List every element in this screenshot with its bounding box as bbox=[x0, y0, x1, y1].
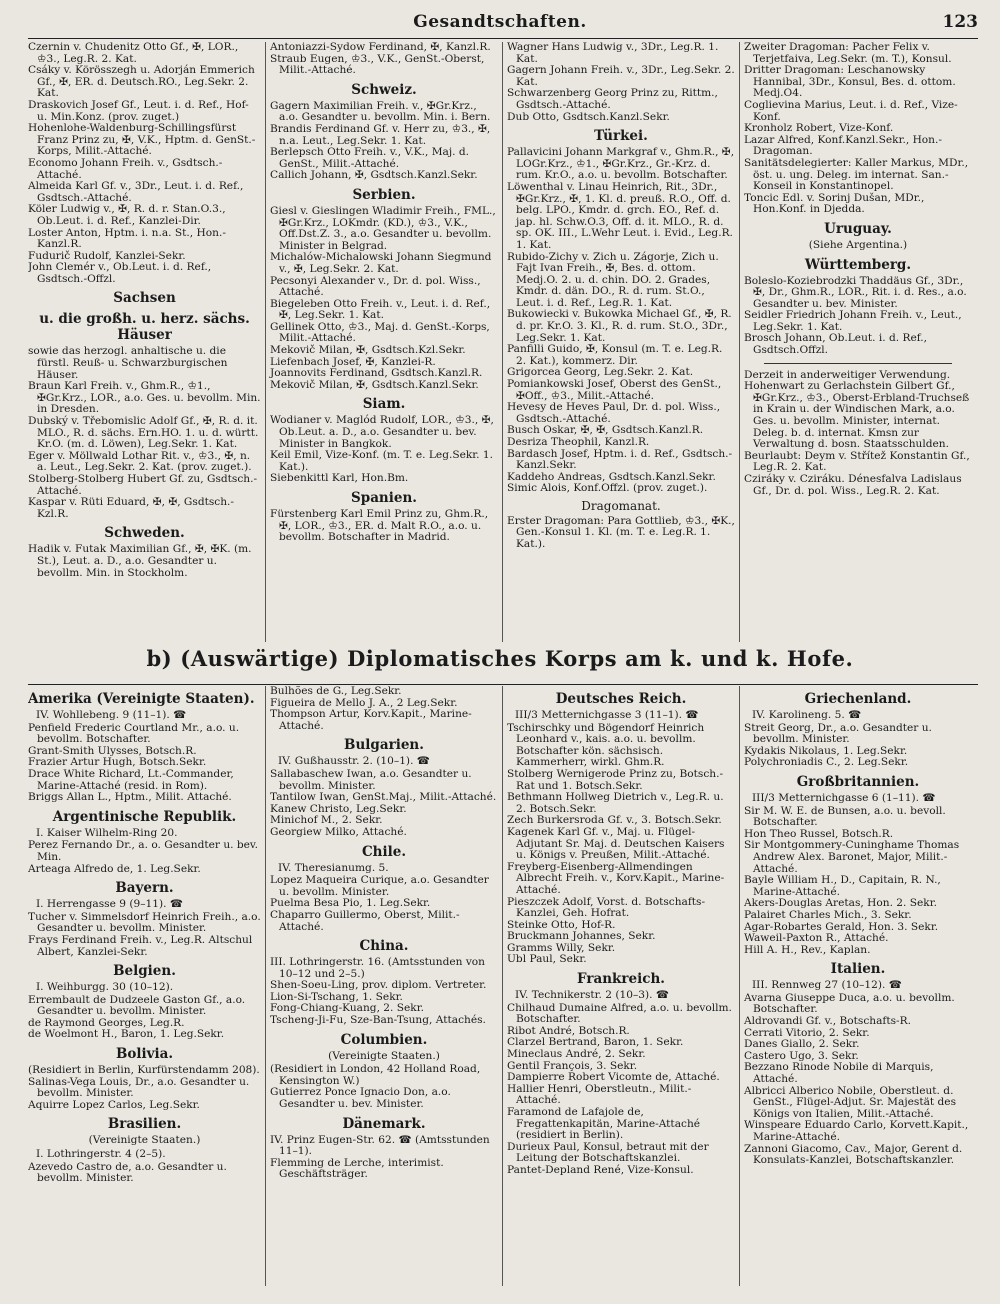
roster-entry: Minichof M., 2. Sekr. bbox=[270, 814, 383, 827]
country-heading: u. die großh. u. herz. sächs. Häuser bbox=[39, 311, 250, 344]
roster-entry: Wodianer v. Maglód Rudolf, LOR., ♔3., ✠, Ob.Leut. a. D., a.o. Gesandter u. bev. Minister in Bangkok. bbox=[270, 414, 494, 450]
separator-rule bbox=[764, 363, 952, 364]
country-heading: Frankreich. bbox=[577, 971, 665, 988]
country-heading: Großbritannien. bbox=[796, 773, 920, 790]
roster-entry: Lopez Maqueira Curique, a.o. Gesandter u. bevollm. Minister. bbox=[270, 874, 489, 898]
country-heading: Griechenland. bbox=[804, 691, 912, 707]
roster-entry: Eger v. Möllwald Lothar Rit. v., ♔3., ✠, n. a. Leut., Leg.Sekr. 2. Kat. (prov. zuget.). bbox=[28, 449, 252, 474]
roster-entry: Loster Anton, Hptm. i. n.a. St., Hon.-Kanzl.R. bbox=[28, 226, 226, 251]
subheading-note: (Vereinigte Staaten.) bbox=[88, 1134, 201, 1147]
roster-entry: Sallabaschew Iwan, a.o. Gesandter u. bevollm. Minister. bbox=[270, 767, 472, 792]
roster-entry: Derzeit in anderweitiger Verwendung. bbox=[744, 368, 951, 381]
column bbox=[265, 686, 502, 1286]
roster-entry: Löwenthal v. Linau Heinrich, Rit., 3Dr., ✠Gr.Krz., ✠, 1. Kl. d. preuß. R.O., Off. d. belg. LPO., Kmdr. d. grch. EO., Ref. d. jap. hl. Schw.O.3, Off. d. it. MLO., R. d. sp. OK. III., L.Wehr Leut. i. Evid., Leg.R. 1. Kat. bbox=[507, 180, 733, 251]
top-columns bbox=[28, 42, 978, 642]
roster-entry: Fürstenberg Karl Emil Prinz zu, Ghm.R., ✠, LOR., ♔3., ER. d. Malt R.O., a.o. u. bevollm. Botschafter in Madrid. bbox=[270, 508, 489, 544]
country-heading: Württemberg. bbox=[804, 256, 912, 273]
roster-entry: Czernin v. Chudenitz Otto Gf., ✠, LOR., ♔3., Leg.R. 2. Kat. bbox=[28, 42, 239, 65]
roster-entry: Lazar Alfred, Konf.Kanzl.Sekr., Hon.-Dragoman. bbox=[744, 133, 942, 158]
roster-entry: Tucher v. Simmelsdorf Heinrich Freih., a.o. Gesandter u. bevollm. Minister. bbox=[28, 910, 261, 935]
roster-entry: Busch Oskar, ✠, ✠, Gsdtsch.Kanzl.R. bbox=[507, 424, 704, 437]
roster-entry: Bulhões de G., Leg.Sekr. bbox=[270, 686, 402, 697]
roster-entry: Gagern Maximilian Freih. v., ✠Gr.Krz., a.o. Gesandter u. bevollm. Min. i. Bern. bbox=[270, 99, 491, 124]
roster-entry: Hohenwart zu Gerlachstein Gilbert Gf., ✠Gr.Krz., ♔3., Oberst-Erbland-Truchseß in Krain u. der Windischen Mark, a.o. Ges. u. bevollm. Minister, internat. Deleg. b. d. internat. Kmsn zur Verwaltung d. bosn. Staatsschulden. bbox=[744, 380, 970, 451]
country-heading: Schweiz. bbox=[351, 81, 417, 98]
country-heading: Brasilien. bbox=[107, 1116, 182, 1133]
subsection-heading: Dragomanat. bbox=[581, 498, 661, 513]
roster-entry: Braun Karl Freih. v., Ghm.R., ♔1., ✠Gr.Krz., LOR., a.o. Ges. u. bevollm. Min. in Dresden. bbox=[28, 380, 261, 416]
roster-entry: Antoniazzi-Sydow Ferdinand, ✠, Kanzl.R. bbox=[270, 42, 491, 53]
roster-entry: Winspeare Eduardo Carlo, Korvett.Kapit., Marine-Attaché. bbox=[744, 1119, 969, 1143]
roster-entry: Liefenbach Josef, ✠, Kanzlei-R. bbox=[270, 355, 436, 368]
roster-entry: IV. Prinz Eugen-Str. 62. ☎ (Amtsstunden 11–1). bbox=[270, 1133, 490, 1158]
roster-entry: Sir Montgommery-Cuninghame Thomas Andrew Alex. Baronet, Major, Milit.-Attaché. bbox=[744, 839, 960, 875]
roster-entry: Zweiter Dragoman: Pacher Felix v. Terjetfaiva, Leg.Sekr. (m. T.), Konsul. bbox=[744, 42, 952, 65]
roster-entry: Kydakis Nikolaus, 1. Leg.Sekr. bbox=[744, 744, 908, 757]
roster-entry: Grant-Smith Ulysses, Botsch.R. bbox=[28, 744, 197, 757]
roster-entry: Albricci Alberico Nobile, Oberstleut. d. GenSt., Flügel-Adjut. Sr. Majestät des Königs von Italien, Milit.-Attaché. bbox=[744, 1084, 957, 1120]
column bbox=[739, 42, 976, 642]
roster-entry: Bukowiecki v. Bukowka Michael Gf., ✠, R. d. pr. Kr.O. 3. Kl., R. d. rum. St.O., 3Dr., Leg.Sekr. 1. Kat. bbox=[507, 308, 732, 344]
roster-entry: John Clemér v., Ob.Leut. i. d. Ref., Gsdtsch.-Offzl. bbox=[28, 261, 212, 285]
roster-entry: Kronholz Robert, Vize-Konf. bbox=[744, 122, 894, 135]
roster-entry: Frazier Artur Hugh, Botsch.Sekr. bbox=[28, 756, 207, 769]
roster-entry: Salinas-Vega Louis, Dr., a.o. Gesandter u. bevollm. Minister. bbox=[28, 1075, 250, 1100]
country-heading: Italien. bbox=[830, 961, 886, 978]
roster-entry: Joannovits Ferdinand, Gsdtsch.Kanzl.R. bbox=[270, 367, 483, 380]
roster-entry: Danes Giallo, 2. Sekr. bbox=[744, 1038, 860, 1051]
roster-entry: Pieszczek Adolf, Vorst. d. Botschafts-Kanzlei, Geh. Hofrat. bbox=[507, 895, 706, 920]
roster-entry: Zannoni Giacomo, Cav., Major, Gerent d. Konsulats-Kanzlei, Botschaftskanzler. bbox=[744, 1142, 963, 1167]
running-title: Gesandtschaften. bbox=[413, 12, 587, 32]
country-heading: Siam. bbox=[362, 396, 406, 413]
page-number: 123 bbox=[942, 12, 978, 32]
address-line: I. Kaiser Wilhelm-Ring 20. bbox=[36, 826, 178, 839]
address-line: III. Rennweg 27 (10–12). ☎ bbox=[752, 979, 902, 992]
column bbox=[28, 42, 265, 642]
roster-entry: Aquirre Lopez Carlos, Leg.Sekr. bbox=[28, 1098, 200, 1111]
roster-entry: Dubský v. Třebomislic Adolf Gf., ✠, R. d. it. MLO., R. d. sächs. Ern.HO. 1. u. d. württ. Kr.O. (m. d. Löwen), Leg.Sekr. 1. Kat. bbox=[28, 415, 259, 451]
country-heading: Bulgarien. bbox=[344, 737, 424, 754]
country-heading: Deutsches Reich. bbox=[555, 691, 687, 707]
column bbox=[265, 42, 502, 642]
roster-entry: Cerrati Vitorio, 2. Sekr. bbox=[744, 1026, 870, 1039]
roster-entry: Sir M. W. E. de Bunsen, a.o. u. bevoll. Botschafter. bbox=[744, 804, 946, 829]
roster-entry: Lion-Si-Tschang, 1. Sekr. bbox=[270, 990, 403, 1003]
roster-entry: Biegeleben Otto Freih. v., Leut. i. d. Ref., ✠, Leg.Sekr. 1. Kat. bbox=[270, 297, 491, 322]
roster-entry: Hohenlohe-Waldenburg-Schillingsfürst Franz Prinz zu, ✠, V.K., Hptm. d. GenSt.-Korps, Milit.-Attaché. bbox=[28, 122, 256, 158]
country-heading: Türkei. bbox=[594, 128, 648, 145]
roster-entry: Tscheng-Ji-Fu, Sze-Ban-Tsung, Attachés. bbox=[270, 1014, 486, 1027]
address-line: IV. Karolineng. 5. ☎ bbox=[752, 709, 862, 721]
roster-entry: Gagern Johann Freih. v., 3Dr., Leg.Sekr. 2. Kat. bbox=[507, 64, 735, 88]
address-line: I. Weihburgg. 30 (10–12). bbox=[36, 981, 174, 994]
roster-entry: Clarzel Bertrand, Baron, 1. Sekr. bbox=[507, 1036, 684, 1049]
address-line: III/3 Metternichgasse 3 (11–1). ☎ bbox=[515, 709, 699, 721]
country-heading: Bolivia. bbox=[115, 1046, 174, 1063]
roster-entry: Dritter Dragoman: Leschanowsky Hannibal, 3Dr., Konsul, Bes. d. ottom. Medj.O4. bbox=[744, 64, 956, 100]
roster-entry: Akers-Douglas Aretas, Hon. 2. Sekr. bbox=[744, 897, 937, 910]
roster-entry: Desriza Theophil, Kanzl.R. bbox=[507, 436, 650, 448]
address-line: III/3 Metternichgasse 6 (1–11). ☎ bbox=[752, 791, 936, 804]
address-line: I. Herrengasse 9 (9–11). ☎ bbox=[36, 898, 184, 911]
roster-entry: Faramond de Lafajole de, Fregattenkapitän, Marine-Attaché (residiert in Berlin). bbox=[507, 1106, 701, 1142]
roster-entry: Mekovič Milan, ✠, Gsdtsch.Kzl.Sekr. bbox=[270, 344, 466, 357]
roster-entry: Zech Burkersroda Gf. v., 3. Botsch.Sekr. bbox=[507, 814, 722, 827]
subheading-note: (Vereinigte Staaten.) bbox=[328, 1049, 440, 1062]
roster-entry: Almeida Karl Gf. v., 3Dr., Leut. i. d. Ref., Gsdtsch.-Attaché. bbox=[28, 180, 244, 204]
roster-entry: Streit Georg, Dr., a.o. Gesandter u. bevollm. Minister. bbox=[744, 721, 932, 746]
roster-entry: Ubl Paul, Sekr. bbox=[507, 953, 587, 966]
roster-entry: Kaspar v. Rüti Eduard, ✠, ✠, Gsdtsch.-Kzl.R. bbox=[28, 496, 235, 520]
roster-entry: Bethmann Hollweg Dietrich v., Leg.R. u. 2. Botsch.Sekr. bbox=[507, 791, 724, 815]
roster-entry: Durieux Paul, Konsul, betraut mit der Leitung der Botschaftskanzlei. bbox=[507, 1140, 709, 1165]
column bbox=[739, 686, 976, 1286]
country-heading: Bayern. bbox=[115, 880, 174, 897]
roster-entry: Hon Theo Russel, Botsch.R. bbox=[744, 827, 894, 840]
roster-entry: Gentil François, 3. Sekr. bbox=[507, 1059, 638, 1072]
roster-entry: Avarna Giuseppe Duca, a.o. u. bevollm. Botschafter. bbox=[744, 991, 955, 1016]
roster-entry: Hill A. H., Rev., Kaplan. bbox=[744, 943, 871, 956]
roster-entry: Errembault de Dudzeele Gaston Gf., a.o. Gesandter u. bevollm. Minister. bbox=[28, 993, 246, 1018]
country-heading: Columbien. bbox=[340, 1031, 428, 1048]
roster-entry: Simic Alois, Konf.Offzl. (prov. zuget.). bbox=[507, 482, 708, 495]
roster-entry: Flemming de Lerche, interimist. Geschäftsträger. bbox=[270, 1156, 444, 1181]
roster-entry: Frays Ferdinand Freih. v., Leg.R. Altschul Albert, Kanzlei-Sekr. bbox=[28, 933, 253, 958]
roster-entry: Kanew Christo, Leg.Sekr. bbox=[270, 802, 407, 815]
roster-entry: Dampierre Robert Vicomte de, Attaché. bbox=[507, 1071, 720, 1084]
roster-entry: Georgiew Milko, Attaché. bbox=[270, 825, 407, 838]
country-heading: Amerika (Vereinigte Staaten). bbox=[28, 691, 255, 707]
roster-entry: Thompson Artur, Korv.Kapit., Marine-Attaché. bbox=[270, 708, 472, 732]
roster-entry: Panfilli Guido, ✠, Konsul (m. T. e. Leg.R. 2. Kat.), kommerz. Dir. bbox=[507, 343, 723, 367]
roster-entry: Arteaga Alfredo de, 1. Leg.Sekr. bbox=[28, 862, 201, 875]
roster-entry: Penfield Frederic Courtland Mr., a.o. u. bevollm. Botschafter. bbox=[28, 721, 240, 746]
roster-entry: Hevesy de Heves Paul, Dr. d. pol. Wiss., Gsdtsch.-Attaché. bbox=[507, 401, 721, 425]
roster-entry: Tantilow Iwan, GenSt.Maj., Milit.-Attaché. bbox=[270, 791, 497, 804]
roster-entry: Beurlaubt: Deym v. Střítež Konstantin Gf., Leg.R. 2. Kat. bbox=[744, 449, 970, 474]
roster-entry: Agar-Robartes Gerald, Hon. 3. Sekr. bbox=[744, 920, 939, 933]
roster-entry: Chaparro Guillermo, Oberst, Milit.-Attaché. bbox=[270, 908, 460, 933]
country-heading: China. bbox=[359, 938, 409, 955]
roster-entry: Azevedo Castro de, a.o. Gesandter u. bevollm. Minister. bbox=[28, 1160, 227, 1185]
roster-entry: Callich Johann, ✠, Gsdtsch.Kanzl.Sekr. bbox=[270, 169, 478, 182]
country-heading: Spanien. bbox=[351, 490, 417, 506]
roster-entry: Pantet-Depland René, Vize-Konsul. bbox=[507, 1163, 694, 1176]
country-heading: Chile. bbox=[361, 843, 407, 860]
bottom-columns bbox=[28, 686, 978, 1286]
roster-entry: Boleslo-Koziebrodzki Thaddäus Gf., 3Dr., ✠, Dr., Ghm.R., LOR., Rit. i. d. Res., a.o. Gesandter u. bev. Minister. bbox=[744, 274, 967, 310]
roster-entry: Köler Ludwig v., ✠, R. d. r. Stan.O.3., Ob.Leut. i. d. Ref., Kanzlei-Dir. bbox=[28, 203, 226, 227]
roster-entry: de Raymond Georges, Leg.R. bbox=[28, 1016, 185, 1029]
roster-entry: (Residiert in London, 42 Holland Road, Kensington W.) bbox=[270, 1063, 481, 1087]
roster-entry: Bayle William H., D., Capitain, R. N., Marine-Attaché. bbox=[744, 874, 941, 898]
header-rule bbox=[28, 38, 978, 39]
roster-entry: Bruckmann Johannes, Sekr. bbox=[507, 930, 656, 943]
roster-entry: Gramms Willy, Sekr. bbox=[507, 941, 616, 954]
roster-entry: Mineclaus André, 2. Sekr. bbox=[507, 1048, 646, 1061]
roster-entry: Ribot André, Botsch.R. bbox=[507, 1024, 630, 1037]
roster-entry: Schwarzenberg Georg Prinz zu, Rittm., Gsdtsch.-Attaché. bbox=[507, 87, 718, 111]
country-heading: Dänemark. bbox=[342, 1115, 426, 1132]
roster-entry: de Woelmont H., Baron, 1. Leg.Sekr. bbox=[28, 1028, 225, 1041]
country-heading: Serbien. bbox=[352, 186, 416, 203]
country-heading: Uruguay. bbox=[824, 220, 892, 237]
roster-entry: Kagenek Karl Gf. v., Maj. u. Flügel-Adjutant Sr. Maj. d. Deutschen Kaisers u. Königs v. Preußen, Milit.-Attaché. bbox=[507, 825, 725, 862]
section-rule bbox=[28, 684, 978, 685]
roster-entry: Economo Johann Freih. v., Gsdtsch.-Attaché. bbox=[28, 156, 223, 181]
roster-entry: Berlepsch Otto Freih. v., V.K., Maj. d. GenSt., Milit.-Attaché. bbox=[270, 146, 470, 170]
roster-entry: Straub Eugen, ♔3., V.K., GenSt.-Oberst, Milit.-Attaché. bbox=[270, 52, 485, 77]
roster-entry: Wagner Hans Ludwig v., 3Dr., Leg.R. 1. Kat. bbox=[507, 42, 719, 65]
country-heading: Sachsen bbox=[113, 290, 176, 307]
roster-entry: Hallier Henri, Oberstleutn., Milit.-Attaché. bbox=[507, 1082, 692, 1107]
roster-entry: Pallavicini Johann Markgraf v., Ghm.R., ✠, LOGr.Krz., ♔1., ✠Gr.Krz., Gr.-Krz. d. rum. Kr.O., a.o. u. bevollm. Botschafter. bbox=[507, 146, 735, 182]
roster-entry: sowie das herzogl. anhaltische u. die fürstl. Reuß- u. Schwarzburgischen Häuser. bbox=[28, 345, 228, 381]
roster-entry: Perez Fernando Dr., a. o. Gesandter u. bev. Min. bbox=[28, 839, 259, 863]
roster-entry: Sanitätsdelegierter: Kaller Markus, MDr., öst. u. ung. Deleg. im internat. San.-Konseil in Konstantinopel. bbox=[744, 156, 969, 193]
address-line: IV. Wohllebeng. 9 (11–1). ☎ bbox=[36, 709, 187, 721]
roster-entry: Figueira de Mello J. A., 2 Leg.Sekr. bbox=[270, 696, 458, 709]
page-header bbox=[0, 10, 1000, 40]
roster-entry: Rubido-Zichy v. Zich u. Zágorje, Zich u. Fajt Ivan Freih., ✠, Bes. d. ottom. Medj.O. 2. u. d. chin. DO. 2. Grades, Kmdr. d. dän. DO., R. d. rum. St.O., Leut. i. d. Ref., Leg.R. 1. Kat. bbox=[507, 250, 719, 309]
country-heading: Schweden. bbox=[104, 525, 185, 542]
roster-entry: Fong-Chiang-Kuang, 2. Sekr. bbox=[270, 1002, 424, 1015]
roster-entry: Fudurič Rudolf, Kanzlei-Sekr. bbox=[28, 249, 186, 262]
roster-entry: Giesl v. Gieslingen Wladimir Freih., FML., ✠Gr.Krz., LOKmdr. (KD.), ♔3., V.K., Off.Dst.Z. 3., a.o. Gesandter u. bevollm. Minister in Belgrad. bbox=[270, 204, 496, 252]
roster-entry: Puelma Besa Pio, 1. Leg.Sekr. bbox=[270, 897, 431, 910]
address-line: IV. Theresianumg. 5. bbox=[278, 861, 389, 874]
roster-entry: Bezzano Rinode Nobile di Marquis, Attaché. bbox=[744, 1061, 934, 1086]
roster-entry: Siebenkittl Karl, Hon.Bm. bbox=[270, 472, 409, 485]
roster-entry: Gutierrez Ponce Ignacio Don, a.o. Gesandter u. bev. Minister. bbox=[270, 1086, 451, 1111]
roster-entry: Hadik v. Futak Maximilian Gf., ✠, ✠K. (m. St.), Leut. a. D., a.o. Gesandter u. bevollm. Min. in Stockholm. bbox=[28, 543, 252, 579]
roster-entry: Grigorcea Georg, Leg.Sekr. 2. Kat. bbox=[507, 366, 694, 379]
roster-entry: Toncic Edl. v. Sorinj Dušan, MDr., Hon.Konf. in Djedda. bbox=[744, 191, 925, 216]
roster-entry: Aldrovandi Gf. v., Botschafts-R. bbox=[744, 1015, 911, 1028]
roster-entry: Palairet Charles Mich., 3. Sekr. bbox=[744, 908, 912, 921]
country-heading: Argentinische Republik. bbox=[52, 808, 237, 825]
roster-entry: III. Lothringerstr. 16. (Amtsstunden von 10–12 und 2–5.) bbox=[270, 956, 486, 980]
roster-entry: Polychroniadis C., 2. Leg.Sekr. bbox=[744, 756, 909, 769]
roster-entry: Brandis Ferdinand Gf. v. Herr zu, ♔3., ✠, n.a. Leut., Leg.Sekr. 1. Kat. bbox=[270, 122, 491, 147]
section-title: b) (Auswärtige) Diplomatisches Korps am k. und k. Hofe. bbox=[146, 646, 854, 671]
address-line: IV. Gußhausstr. 2. (10–1). ☎ bbox=[278, 755, 430, 768]
roster-entry: Michalów-Michalowski Johann Siegmund v., ✠, Leg.Sekr. 2. Kat. bbox=[270, 251, 492, 275]
roster-entry: Briggs Allan L., Hptm., Milit. Attaché. bbox=[28, 791, 232, 804]
roster-entry: Waweil-Paxton R., Attaché. bbox=[744, 932, 889, 945]
column bbox=[502, 42, 739, 642]
roster-entry: Drace White Richard, Lt.-Commander, Marine-Attaché (resid. in Rom). bbox=[28, 767, 234, 792]
roster-entry: Mekovič Milan, ✠, Gsdtsch.Kanzl.Sekr. bbox=[270, 378, 479, 391]
roster-entry: Bardasch Josef, Hptm. i. d. Ref., Gsdtsch.-Kanzl.Sekr. bbox=[507, 447, 733, 472]
roster-entry: (Residiert in Berlin, Kurfürstendamm 208). bbox=[28, 1064, 260, 1077]
roster-entry: Keil Emil, Vize-Konf. (m. T. e. Leg.Sekr. 1. Kat.). bbox=[270, 449, 494, 473]
roster-entry: Pecsonyi Alexander v., Dr. d. pol. Wiss., Attaché. bbox=[270, 274, 481, 299]
subheading-note: (Siehe Argentina.) bbox=[808, 238, 908, 251]
roster-entry: Seidler Friedrich Johann Freih. v., Leut., Leg.Sekr. 1. Kat. bbox=[744, 309, 962, 333]
roster-entry: Tschirschky und Bögendorf Heinrich Leonhard v., kais. a.o. u. bevollm. Botschafter kön. sächsisch. Kammerherr, wirkl. Ghm.R. bbox=[507, 721, 705, 769]
roster-entry: Chilhaud Dumaine Alfred, a.o. u. bevollm. Botschafter. bbox=[507, 1001, 732, 1026]
roster-entry: Stolberg Wernigerode Prinz zu, Botsch.-Rat und 1. Botsch.Sekr. bbox=[507, 767, 724, 792]
roster-entry: Castero Ugo, 3. Sekr. bbox=[744, 1049, 859, 1062]
roster-entry: Gellinek Otto, ♔3., Maj. d. GenSt.-Korps, Milit.-Attaché. bbox=[270, 320, 490, 345]
roster-entry: Steinke Otto, Hof-R. bbox=[507, 918, 616, 931]
roster-entry: Brosch Johann, Ob.Leut. i. d. Ref., Gsdtsch.Offzl. bbox=[744, 332, 928, 357]
roster-entry: Coglievina Marius, Leut. i. d. Ref., Vize-Konf. bbox=[744, 98, 958, 123]
address-line: I. Lothringerstr. 4 (2–5). bbox=[36, 1148, 166, 1161]
column bbox=[502, 686, 739, 1286]
roster-entry: Draskovich Josef Gf., Leut. i. d. Ref., Hof- u. Min.Konz. (prov. zuget.) bbox=[28, 98, 249, 123]
roster-entry: Cziráky v. Cziráku. Dénesfalva Ladislaus Gf., Dr. d. pol. Wiss., Leg.R. 2. Kat. bbox=[744, 473, 962, 497]
column bbox=[28, 686, 265, 1286]
roster-entry: Csáky v. Körösszegh u. Adorján Emmerich Gf., ✠, ER. d. Deutsch.RO., Leg.Sekr. 2. Kat. bbox=[28, 64, 255, 100]
roster-entry: Stolberg-Stolberg Hubert Gf. zu, Gsdtsch.-Attaché. bbox=[28, 473, 258, 497]
roster-entry: Shen-Soeu-Ling, prov. diplom. Vertreter. bbox=[270, 979, 487, 992]
roster-entry: Pomiankowski Josef, Oberst des GenSt., ✠Off., ♔3., Milit.-Attaché. bbox=[507, 378, 722, 402]
roster-entry: Erster Dragoman: Para Gottlieb, ♔3., ✠K., Gen.-Konsul 1. Kl. (m. T. e. Leg.R. 1. Kat.). bbox=[507, 514, 735, 550]
roster-entry: Kaddeho Andreas, Gsdtsch.Kanzl.Sekr. bbox=[507, 470, 716, 483]
roster-entry: Dub Otto, Gsdtsch.Kanzl.Sekr. bbox=[507, 110, 670, 123]
address-line: IV. Technikerstr. 2 (10–3). ☎ bbox=[515, 989, 670, 1002]
roster-entry: Freyberg-Eisenberg-Allmendingen Albrecht Freih. v., Korv.Kapit., Marine-Attaché. bbox=[507, 860, 725, 896]
country-heading: Belgien. bbox=[113, 963, 176, 980]
